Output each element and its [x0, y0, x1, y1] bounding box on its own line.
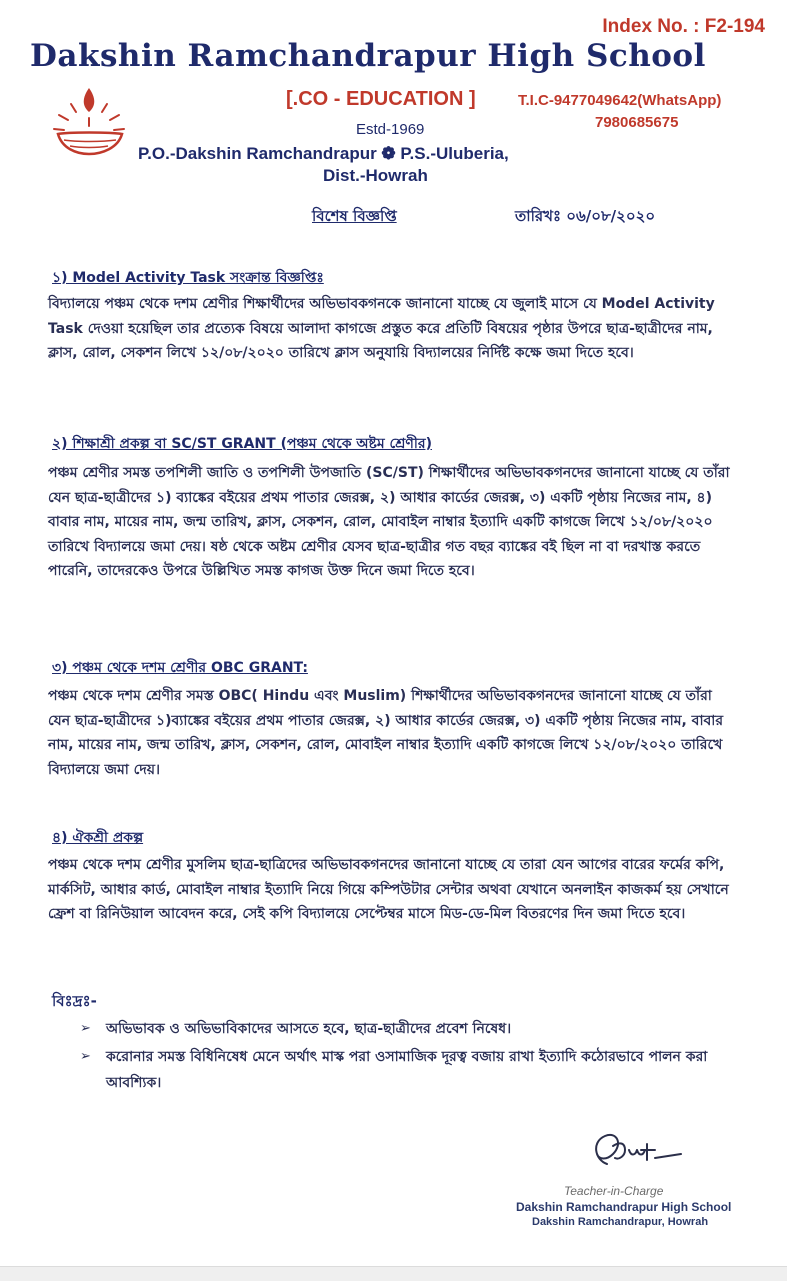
diya-lamp-icon	[46, 82, 132, 160]
notice-date: তারিখঃ ০৬/০৮/২০২০	[515, 207, 656, 225]
address-line-1: P.O.-Dakshin Ramchandrapur ❁ P.S.-Uluberia,	[138, 144, 509, 163]
notice-title: বিশেষ বিজ্ঞপ্তি	[312, 207, 397, 225]
signature-place: Dakshin Ramchandrapur, Howrah	[532, 1216, 709, 1228]
co-education-label: [.CO - EDUCATION ]	[286, 88, 476, 110]
note-item-text: করোনার সমস্ত বিধিনিষেধ মেনে অর্থাৎ মাস্ক পরা ওসামাজিক দূরত্ব বজায় রাখা ইত্যাদি কঠোরভাবে পালন করা আবশ্যিক।	[106, 1049, 708, 1091]
secondary-phone: 7980685675	[595, 114, 679, 131]
address-line-2: Dist.-Howrah	[323, 166, 428, 185]
arrow-bullet-icon: ➢	[80, 1049, 91, 1064]
signature-title: Teacher-in-Charge	[564, 1184, 664, 1198]
section-heading-4: ৪) ঐকশ্রী প্রকল্প	[52, 830, 144, 846]
signature-school: Dakshin Ramchandrapur High School	[516, 1200, 732, 1214]
note-label: বিঃদ্রঃ-	[52, 992, 97, 1010]
note-item-text: অভিভাবক ও অভিভাবিকাদের আসতে হবে, ছাত্র-ছাত্রীদের প্রবেশ নিষেধ।	[106, 1021, 512, 1037]
section-heading-2: ২) শিক্ষাশ্রী প্রকল্প বা SC/ST GRANT (পঞ্চম থেকে অষ্টম শ্রেণীর)	[52, 436, 432, 452]
section-body-2: পঞ্চম শ্রেণীর সমস্ত তপশিলী জাতি ও তপশিলী উপজাতি (SC/ST) শিক্ষার্থীদের অভিভাবকগনদের জানানো যাচ্ছে যে তাঁরা যেন ছাত্র-ছাত্রীদের ১) ব্যাঙ্কের বইয়ের প্রথম পাতার জেরক্স, ২) আধার কার্ডের জেরক্স, ৩) একটি পৃষ্ঠায় নিজের নাম, ৪) বাবার নাম, মায়ের নাম, জন্ম তারিখ, ক্লাস, সেকশন, রোল, মোবাইল নাম্বার ইত্যাদি একটি কাগজে লিখে ১২/০৮/২০২০ তারিখে বিদ্যালয়ে জমা দেয়। ষষ্ঠ থেকে অষ্টম শ্রেণীর যেসব ছাত্র-ছাত্রীর গত বছর ব্যাঙ্কের বই ছিল না বা দরখাস্ত করতে পারেনি, তাদেরকেও উপরে উল্লিখিত সমস্ত কাগজ উক্ত দিনে জমা দিতে হবে।	[48, 465, 730, 579]
section-body-1: বিদ্যালয়ে পঞ্চম থেকে দশম শ্রেণীর শিক্ষার্থীদের অভিভাবকগনকে জানানো যাচ্ছে যে জুলাই মাসে যে Model Activity Task দেওয়া হয়েছিল তার প্রত্যেক বিষয়ে আলাদা কাগজে প্রস্তুত করে প্রতিটি বিষয়ের পৃষ্ঠার উপরে ছাত্র-ছাত্রীদের নাম, ক্লাস, রোল, সেকশন লিখে ১২/০৮/২০২০ তারিখে ক্লাস অনুযায়ি বিদ্যালয়ের নির্দিষ্ট কক্ষে জমা দিতে হবে।	[48, 296, 715, 361]
signature-icon	[585, 1124, 685, 1180]
section-body-4: পঞ্চম থেকে দশম শ্রেণীর মুসলিম ছাত্র-ছাত্রিদের অভিভাবকগনদের জানানো যাচ্ছে যে তারা যেন আগের বারের ফর্মের কপি, মার্কসিট, আধার কার্ড, মোবাইল নাম্বার ইত্যাদি নিয়ে গিয়ে কম্পিউটার সেন্টার অথবা যেখানে অনলাইন কাজকর্ম হয় সেখানে ফ্রেশ বা রিনিউয়াল আবেদন করে, সেই কপি বিদ্যালয়ে সেপ্টেম্বর মাসে মিড-ডে-মিল বিতরণের দিন জমা দিতে হবে।	[48, 857, 729, 922]
index-number: Index No. : F2-194	[602, 16, 765, 37]
note-item-1	[80, 1016, 740, 1042]
note-item-2	[80, 1044, 740, 1096]
tic-phone: T.I.C-9477049642(WhatsApp)	[518, 92, 722, 109]
bottom-edge-bar	[0, 1266, 787, 1281]
section-heading-3: ৩) পঞ্চম থেকে দশম শ্রেণীর OBC GRANT:	[52, 660, 308, 676]
school-name: Dakshin Ramchandrapur High School	[30, 38, 706, 74]
section-heading-1: ১) Model Activity Task সংক্রান্ত বিজ্ঞপ্তিঃ	[52, 270, 324, 286]
established-year: Estd-1969	[356, 121, 425, 138]
section-body-3: পঞ্চম থেকে দশম শ্রেণীর সমস্ত OBC( Hindu এবং Muslim) শিক্ষার্থীদের অভিভাবকগনদের জানানো যাচ্ছে যে তাঁরা যেন ছাত্র-ছাত্রীদের ১)ব্যাঙ্কের বইয়ের প্রথম পাতার জেরক্স, ২) আধার কার্ডের জেরক্স, ৩) একটি পৃষ্ঠায় নিজের নাম, বাবার নাম, মায়ের নাম, জন্ম তারিখ, ক্লাস, সেকশন, রোল, মোবাইল নাম্বার ইত্যাদি একটি কাগজে লিখে ১২/০৮/২০২০ তারিখে বিদ্যালয়ে জমা দেয়।	[48, 688, 724, 778]
arrow-bullet-icon: ➢	[80, 1021, 91, 1036]
